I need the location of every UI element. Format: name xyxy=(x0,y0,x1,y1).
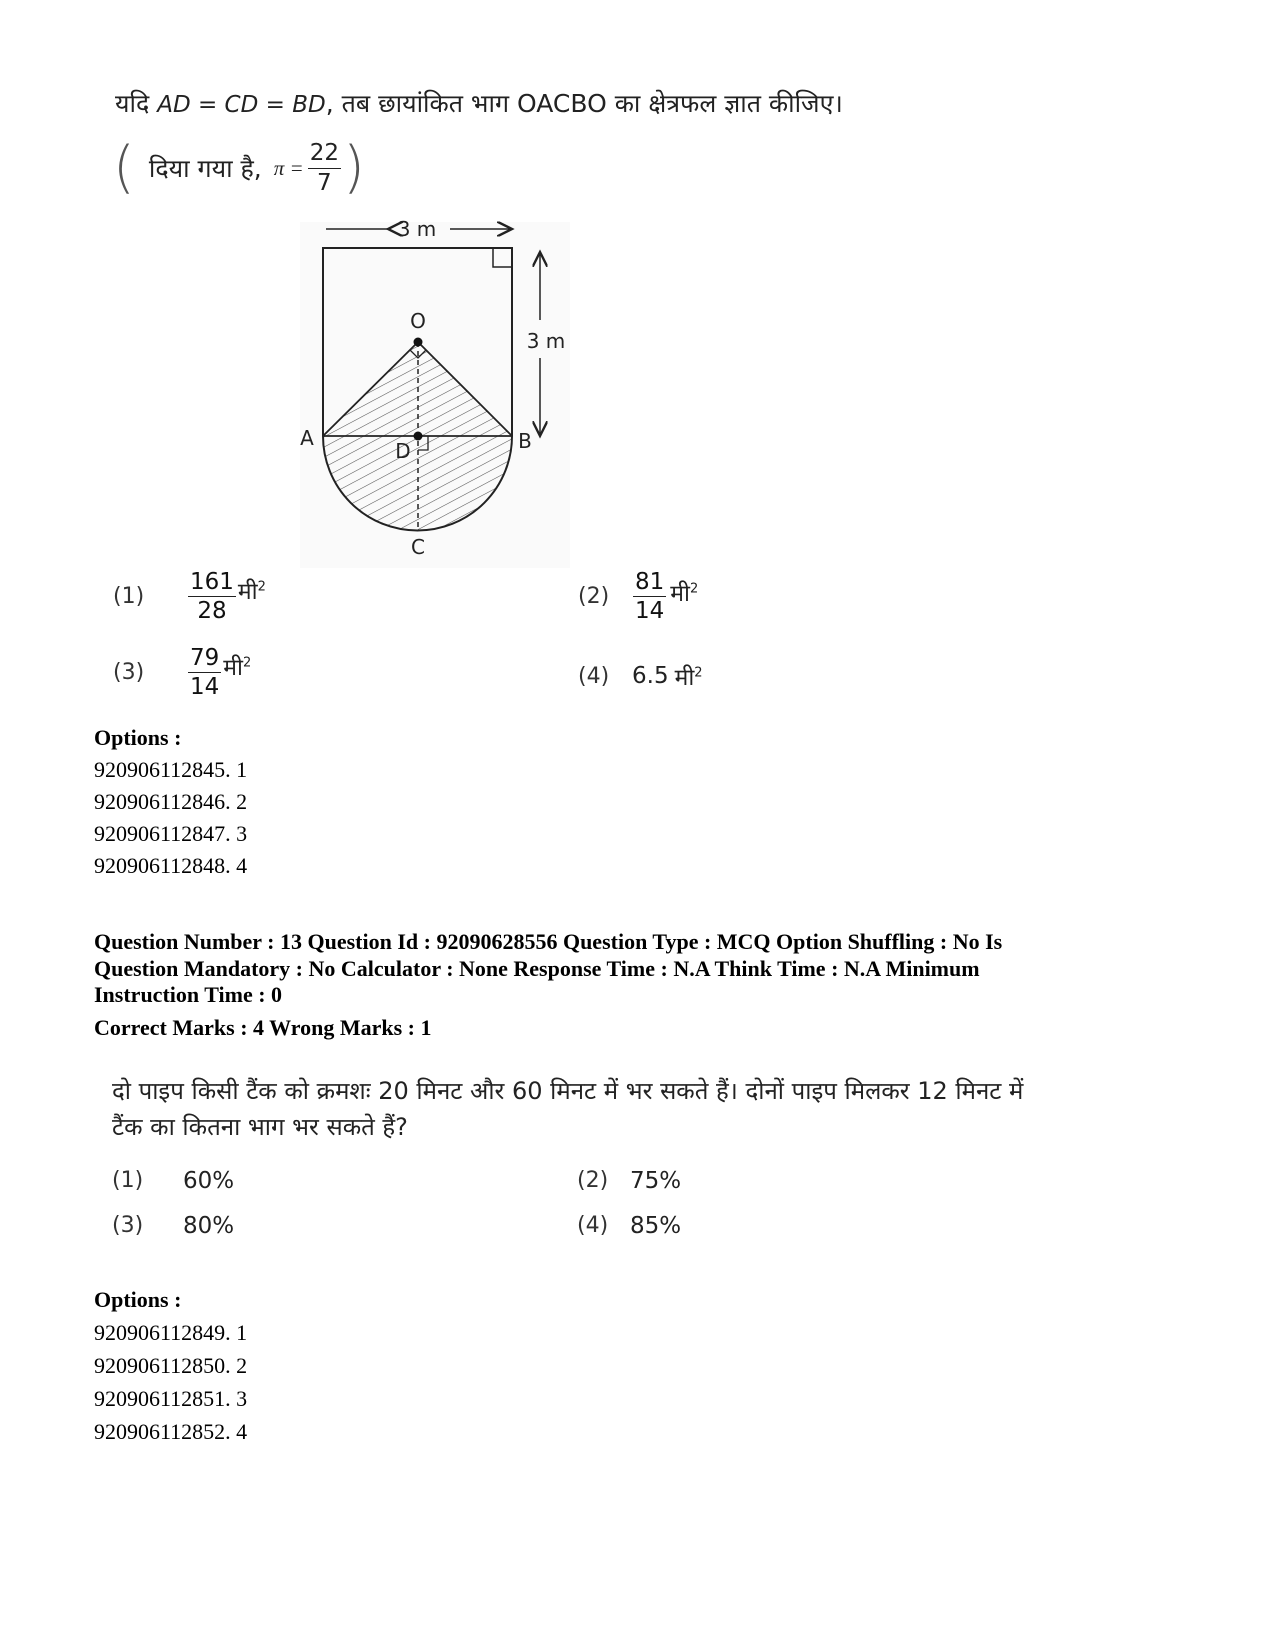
q12-answer-1-num: 161 xyxy=(188,570,236,597)
q12-option-id-2: 920906112846. 2 xyxy=(94,789,248,814)
q13-options-heading: Options : xyxy=(94,1287,182,1312)
q12-answer-1-fraction xyxy=(188,570,236,623)
q13-answer-3 xyxy=(112,1213,234,1239)
q12-answer-1-unit-sup: 2 xyxy=(257,578,266,594)
q12-answer-2-label: (2) xyxy=(578,584,610,610)
q12-given-open-paren: ( xyxy=(113,135,135,200)
q13-meta-line-1: Question Number : 13 Question Id : 92090628556 Question Type : MCQ Option Shuffling : No Is xyxy=(94,929,1003,954)
q12-answer-3-unit-sup: 2 xyxy=(243,654,252,670)
q13-prompt xyxy=(112,1073,1023,1145)
q12-option-id-4: 920906112848. 4 xyxy=(94,853,248,878)
q13-answer-1-value: 60% xyxy=(183,1168,235,1194)
q13-meta xyxy=(94,929,1002,1009)
q12-prompt-post: , तब छायांकित भाग OACBO का क्षेत्रफल ज्ञात कीजिए। xyxy=(325,89,843,118)
q12-pi-symbol: π = xyxy=(273,155,304,180)
q12-answer-4-unit-sup: 2 xyxy=(694,665,703,681)
q12-answer-4-value: 6.5 xyxy=(632,663,669,689)
q12-answer-1-label: (1) xyxy=(113,584,145,610)
label-o: O xyxy=(410,309,426,333)
q13-meta-line-2: Question Mandatory : No Calculator : None Response Time : N.A Think Time : N.A Minimum xyxy=(94,955,980,981)
q12-answer-3-label: (3) xyxy=(113,660,145,686)
q12-pi-den: 7 xyxy=(317,169,332,196)
q13-answer-1-label: (1) xyxy=(112,1168,144,1193)
q13-marks: Correct Marks : 4 Wrong Marks : 1 xyxy=(94,1015,432,1040)
q12-prompt-equation: AD = CD = BD xyxy=(157,92,326,118)
q12-option-id-1: 920906112845. 1 xyxy=(94,757,248,782)
q13-answer-2 xyxy=(577,1168,681,1194)
q12-answer-4-unit-text: मी xyxy=(674,665,695,691)
q12-given-close-paren: ) xyxy=(343,135,365,200)
q12-given-text: दिया गया है, xyxy=(148,154,262,183)
q12-options-block xyxy=(94,722,247,882)
q12-answer-2-unit xyxy=(670,576,698,608)
point-d xyxy=(414,432,423,441)
q13-option-id-2: 920906112850. 2 xyxy=(94,1353,248,1378)
q12-answer-3-unit-text: मी xyxy=(223,654,243,681)
q12-pi-fraction xyxy=(308,141,341,194)
q13-answer-1 xyxy=(112,1168,234,1194)
q12-answer-1-den: 28 xyxy=(197,598,227,625)
q12-prompt-pre: यदि xyxy=(115,89,150,118)
q12-pi-num: 22 xyxy=(308,141,341,168)
q13-answer-3-label: (3) xyxy=(112,1213,144,1238)
q13-answer-3-value: 80% xyxy=(183,1213,235,1239)
q13-answer-2-value: 75% xyxy=(630,1168,682,1194)
q12-prompt xyxy=(115,86,843,120)
q12-answer-1-unit-text: मी xyxy=(237,578,258,605)
q12-answer-2 xyxy=(578,570,698,623)
label-c: C xyxy=(411,535,425,559)
q13-prompt-line-1: दो पाइप किसी टैंक को क्रमशः 20 मिनट और 60 मिनट में भर सकते हैं। दोनों पाइप मिलकर 12 मिनट में xyxy=(112,1077,1024,1105)
q12-answer-2-num: 81 xyxy=(633,570,666,597)
point-o xyxy=(414,338,423,347)
q13-meta-line-3: Instruction Time : 0 xyxy=(94,982,283,1007)
q12-figure xyxy=(290,210,590,570)
q12-answer-2-fraction xyxy=(633,570,666,623)
q12-answer-2-unit-sup: 2 xyxy=(690,580,699,596)
side-dimension-label: 3 m xyxy=(526,329,566,353)
q12-answer-3-fraction xyxy=(188,646,221,699)
q12-given xyxy=(113,135,365,200)
q13-answer-4 xyxy=(577,1213,681,1239)
q12-options-heading: Options : xyxy=(94,725,182,750)
q13-answer-4-label: (4) xyxy=(577,1213,609,1238)
q12-answer-4-label: (4) xyxy=(578,663,610,689)
top-dimension-label: 3 m xyxy=(397,217,437,241)
q13-option-id-3: 920906112851. 3 xyxy=(94,1386,248,1411)
q12-answer-1-unit xyxy=(238,574,266,606)
q12-answer-3-num: 79 xyxy=(188,646,221,673)
q13-options-block xyxy=(94,1284,247,1448)
q12-answer-3-den: 14 xyxy=(190,674,220,701)
q13-answer-2-label: (2) xyxy=(577,1168,609,1193)
q12-answer-2-den: 14 xyxy=(635,598,665,625)
q12-answer-2-unit-text: मी xyxy=(670,580,690,607)
q12-answer-4 xyxy=(578,660,703,692)
q12-option-id-3: 920906112847. 3 xyxy=(94,821,248,846)
q13-prompt-line-2: टैंक का कितना भाग भर सकते हैं? xyxy=(112,1113,408,1141)
label-d: D xyxy=(395,439,411,463)
q12-answer-3 xyxy=(113,646,251,699)
label-b: B xyxy=(518,429,532,453)
label-a: A xyxy=(300,426,314,450)
q13-option-id-4: 920906112852. 4 xyxy=(94,1419,248,1444)
q12-answer-1 xyxy=(113,570,266,623)
q12-answer-3-unit xyxy=(223,650,251,682)
q13-option-id-1: 920906112849. 1 xyxy=(94,1320,248,1345)
q13-answer-4-value: 85% xyxy=(630,1213,682,1239)
q12-answer-4-unit xyxy=(675,660,703,692)
